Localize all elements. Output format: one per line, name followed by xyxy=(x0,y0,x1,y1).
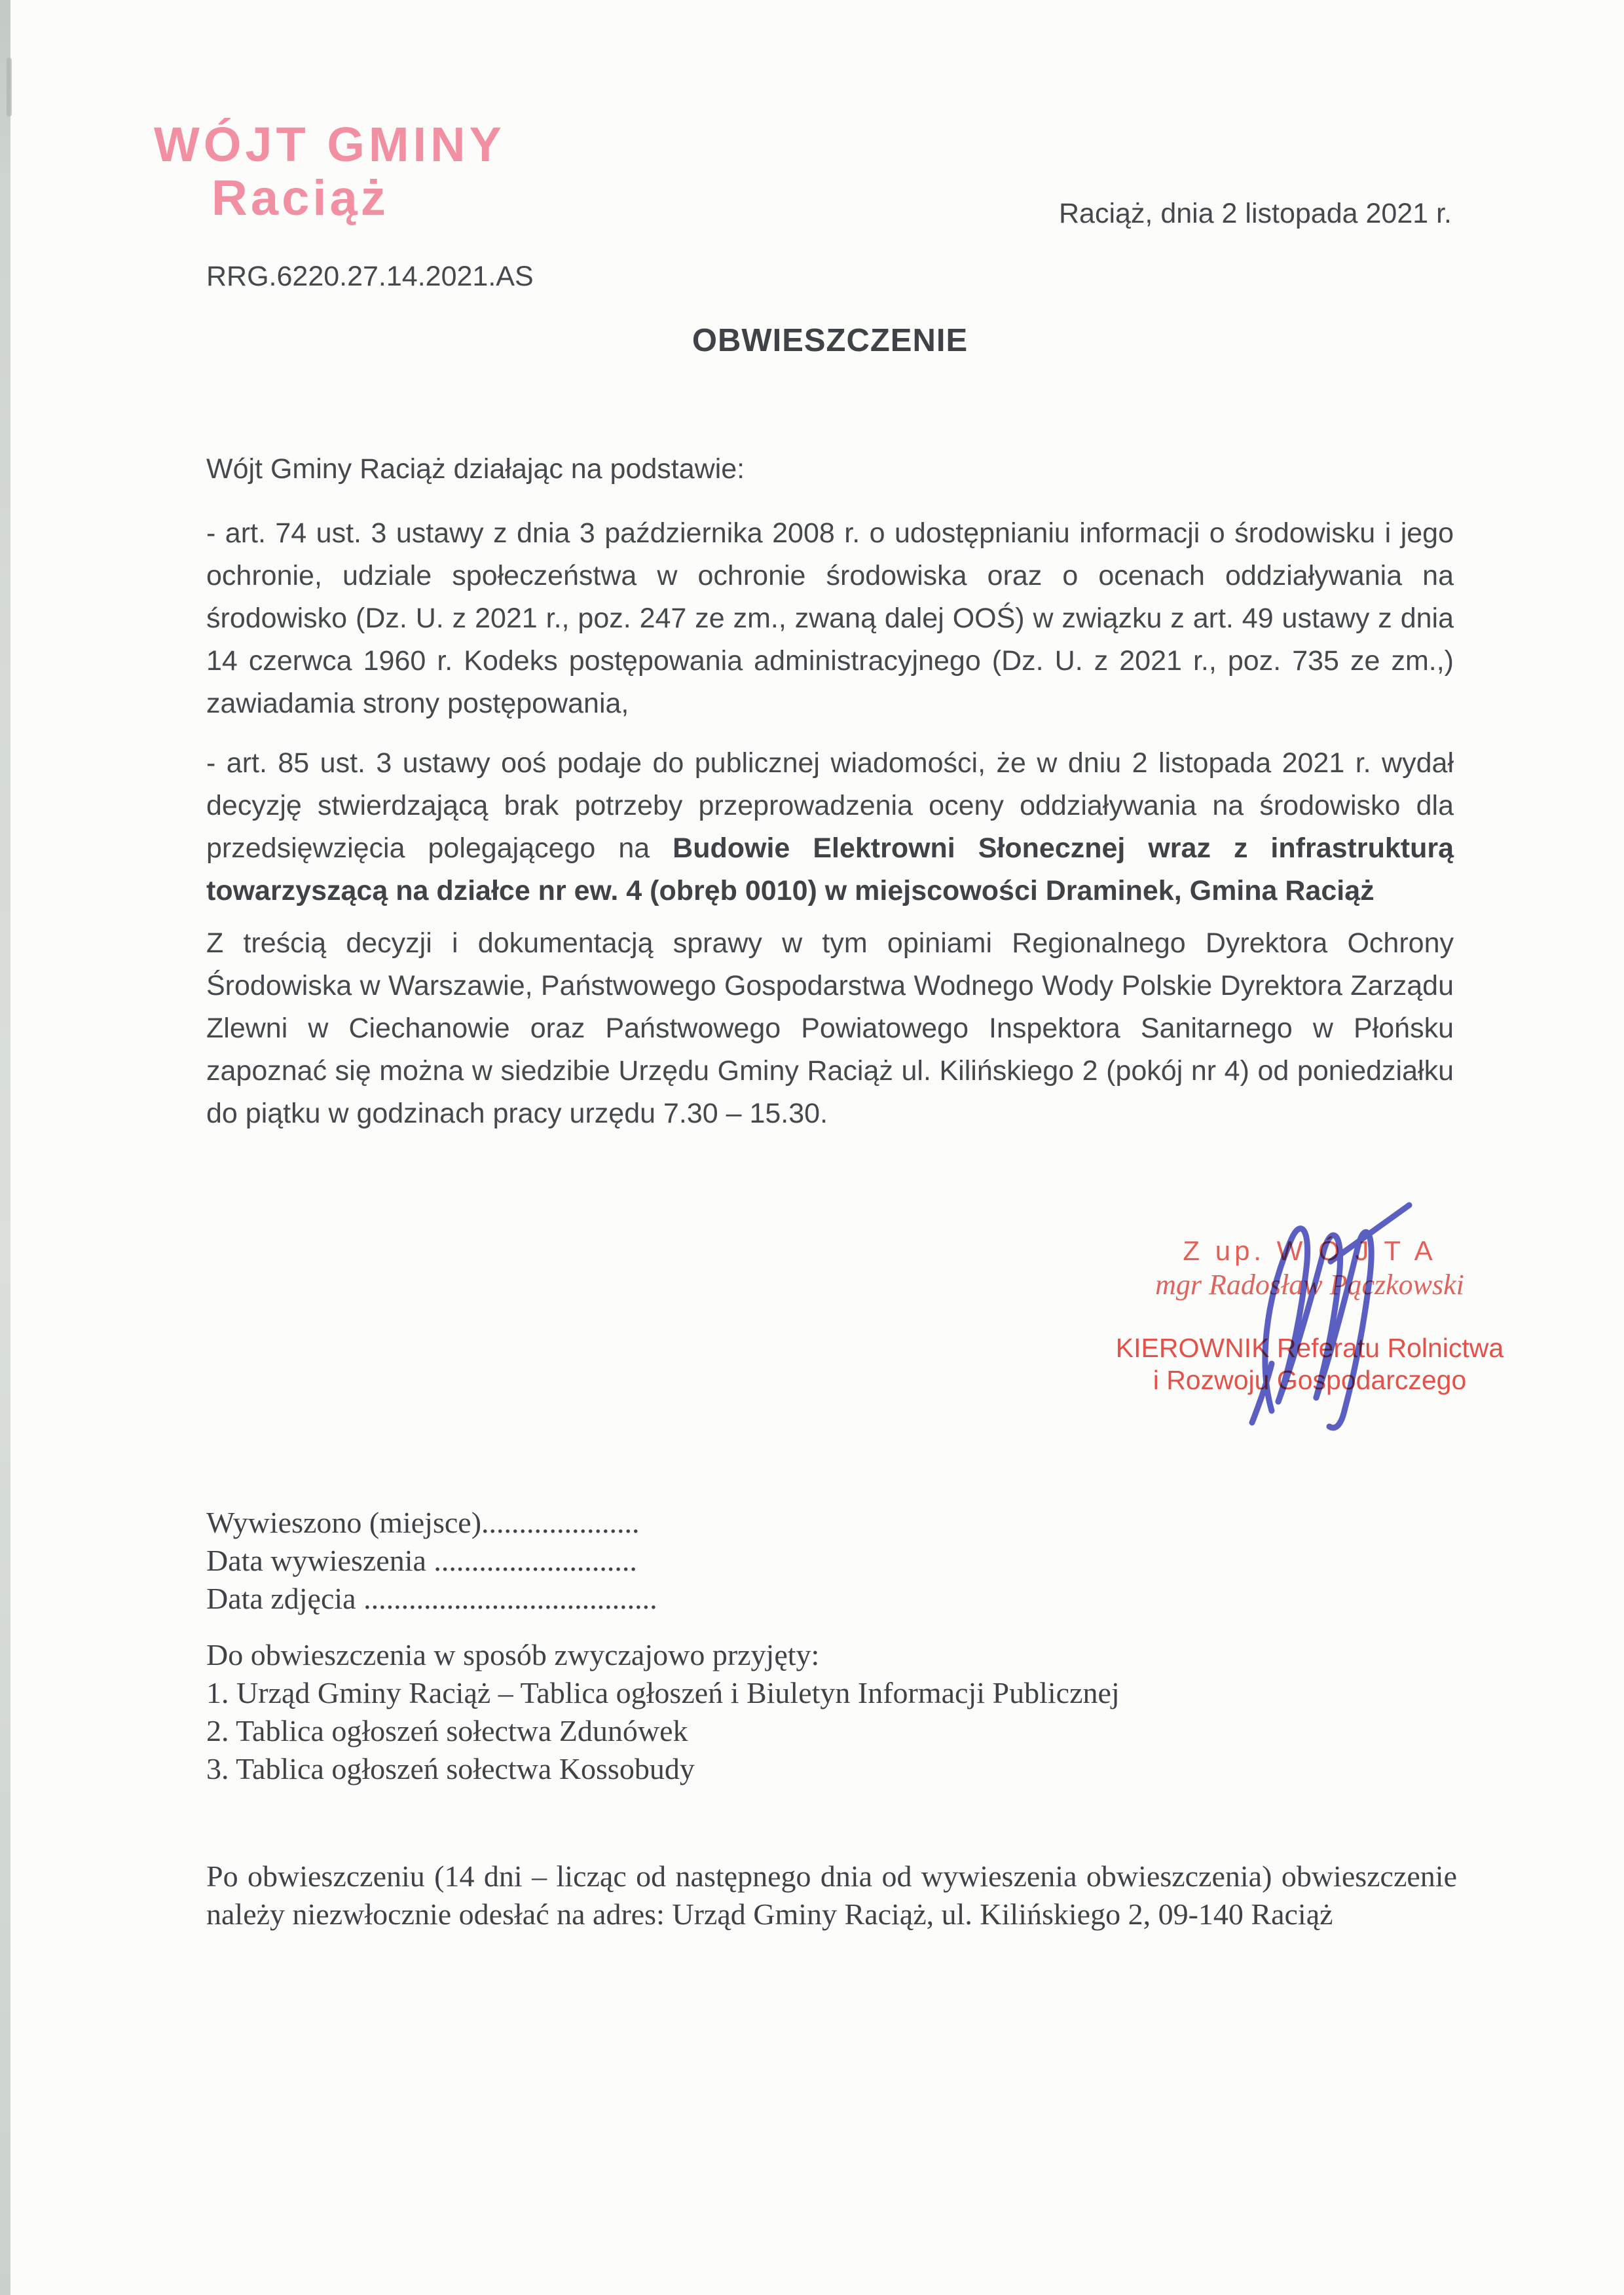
authority-stamp-line1: WÓJT GMINY xyxy=(154,117,506,172)
distribution-item-3: 3. Tablica ogłoszeń sołectwa Kossobudy xyxy=(206,1752,695,1785)
return-instruction-note: Po obwieszczeniu (14 dni – licząc od następnego dnia od wywieszenia obwieszczenia) obwieszczenie należy niezwłocznie odesłać na adres: Urząd Gminy Raciąż, ul. Kilińskiego 2, 09-140 Raciąż xyxy=(206,1859,1457,1931)
authority-stamp-line2: Raciąż xyxy=(212,170,389,226)
paragraph-decision-normal: - art. 85 ust. 3 ustawy ooś podaje do publicznej wiadomości, że w dniu 2 listopada 2021 r. wydał decyzję stwierdzającą brak potrzeby przeprowadzenia oceny oddziaływania na środowisko dla przedsięwzięcia polegającego na xyxy=(206,747,1454,864)
posting-record xyxy=(206,1504,657,1618)
signature-stamp-name: mgr Radosław Pączkowski xyxy=(1155,1269,1464,1301)
signature-stamp-line1: Z up. W Ó J T A xyxy=(1183,1235,1437,1266)
intro-line: Wójt Gminy Raciąż działając na podstawie: xyxy=(206,453,745,485)
paragraph-decision xyxy=(206,742,1454,912)
signature-stamp-line4: i Rozwoju Gospodarczego xyxy=(1153,1365,1467,1395)
document-title: OBWIESZCZENIE xyxy=(692,323,969,358)
dateline: Raciąż, dnia 2 listopada 2021 r. xyxy=(1058,198,1452,229)
posting-place-line: Wywieszono (miejsce)..................... xyxy=(206,1506,640,1539)
scanner-edge-strip xyxy=(0,0,10,2295)
signature-stamp-line3: KIEROWNIK Referatu Rolnictwa xyxy=(1115,1333,1504,1363)
paragraph-legal-basis: - art. 74 ust. 3 ustawy z dnia 3 października 2008 r. o udostępnianiu informacji o środowisku i jego ochronie, udziale społeczeństwa w ochronie środowiska oraz o ocenach oddziaływania na środowisko (Dz. U. z 2021 r., poz. 247 ze zm., zwaną dalej OOŚ) w związku z art. 49 ustawy z dnia 14 czerwca 1960 r. Kodeks postępowania administracyjnego (Dz. U. z 2021 r., poz. 735 ze zm.,) zawiadamia strony postępowania, xyxy=(206,517,1454,719)
handwritten-signature xyxy=(1231,1201,1428,1437)
distribution-item-1: 1. Urząd Gminy Raciąż – Tablica ogłoszeń i Biuletyn Informacji Publicznej xyxy=(206,1676,1120,1709)
distribution-item-2: 2. Tablica ogłoszeń sołectwa Zdunówek xyxy=(206,1714,688,1747)
paragraph-availability: Z treścią decyzji i dokumentacją sprawy w tym opiniami Regionalnego Dyrektora Ochrony Środowiska w Warszawie, Państwowego Gospodarstwa Wodnego Wody Polskie Dyrektora Zarządu Zlewni w Ciechanowie oraz Państwowego Powiatowego Inspektora Sanitarnego w Płońsku zapoznać się można w siedzibie Urzędu Gminy Raciąż ul. Kilińskiego 2 (pokój nr 4) od poniedziałku do piątku w godzinach pracy urzędu 7.30 – 15.30. xyxy=(206,927,1454,1129)
authority-stamp xyxy=(154,117,506,227)
reference-number: RRG.6220.27.14.2021.AS xyxy=(206,261,534,292)
scanner-edge-smudge xyxy=(7,58,12,117)
posting-date-line: Data wywieszenia ........................... xyxy=(206,1544,637,1577)
distribution-header: Do obwieszczenia w sposób zwyczajowo przyjęty: xyxy=(206,1638,820,1671)
paragraph-decision-bold: Budowie Elektrowni Słonecznej wraz z infrastrukturą towarzyszącą na działce nr ew. 4 (obręb 0010) w miejscowości Draminek, Gmina Raciąż xyxy=(206,832,1454,906)
distribution-list xyxy=(206,1636,1120,1788)
removal-date-line: Data zdjęcia ....................................... xyxy=(206,1582,657,1615)
